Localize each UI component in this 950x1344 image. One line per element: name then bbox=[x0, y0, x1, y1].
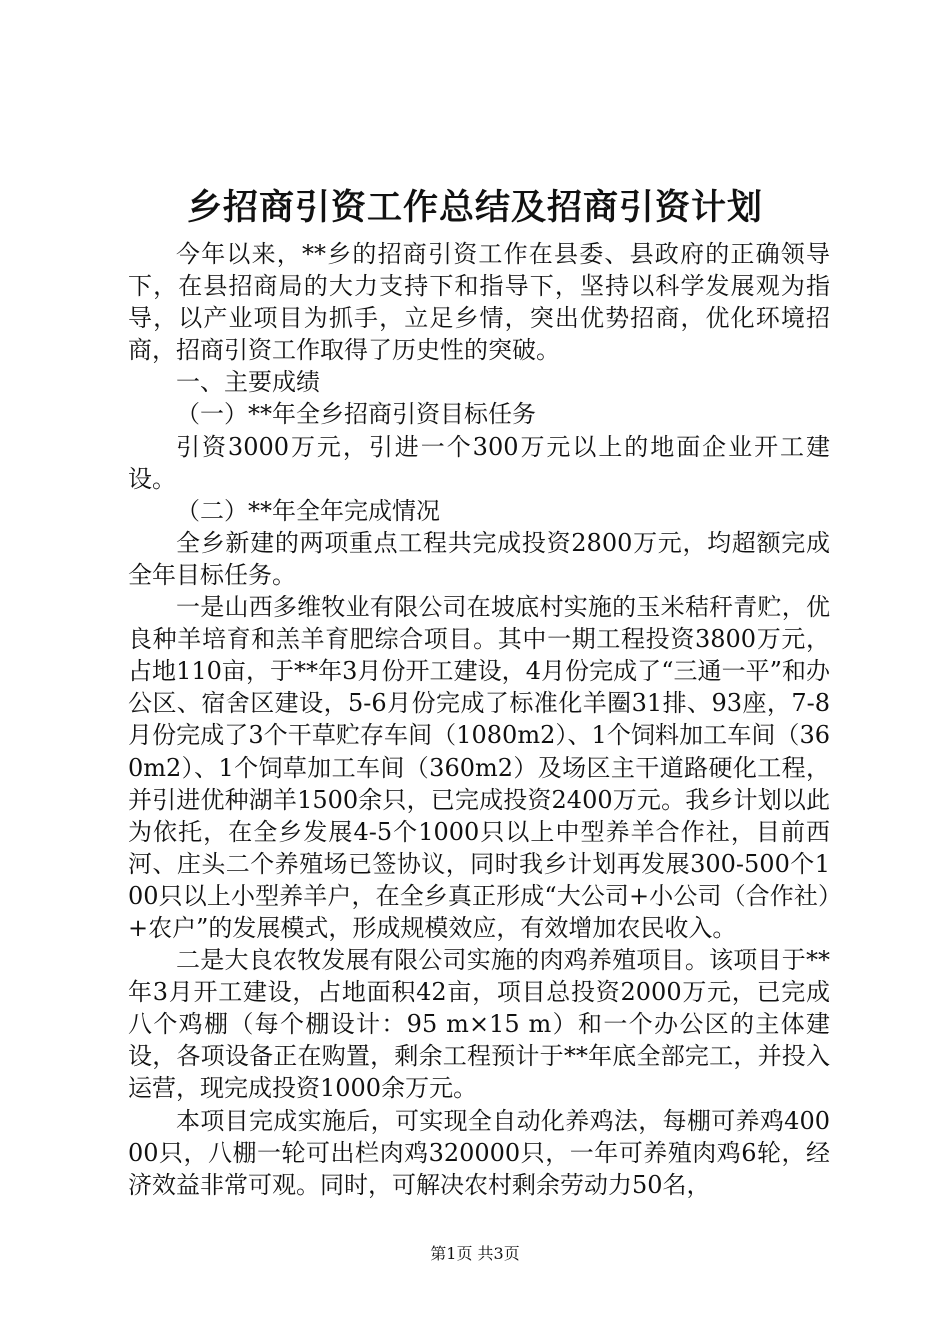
paragraph-project-benefits: 本项目完成实施后，可实现全自动化养鸡法，每棚可养鸡40000只，八棚一轮可出栏肉鸡320000只，一年可养殖肉鸡6轮，经济效益非常可观。同时，可解决农村剩余劳动力50名， bbox=[128, 1106, 830, 1199]
section-heading-main-achievements: 一、主要成绩 bbox=[176, 368, 320, 397]
paragraph-project-one: 一是山西多维牧业有限公司在坡底村实施的玉米秸秆青贮，优良种羊培育和羔羊育肥综合项目。其中一期工程投资3800万元，占地110亩，于**年3月份开工建设，4月份完成了“三通一平”和办公区、宿舍区建设，5-6月份完成了标准化羊圈31排、93座，7-8月份完成了3个干草贮存车间（1080m2）、1个饲料加工车间（360m2）、1个饲草加工车间（360m2）及场区主干道路硬化工程，并引进优种湖羊1500余只，已完成投资2400万元。我乡计划以此为依托，在全乡发展4-5个1000只以上中型养羊合作社，目前西河、庄头二个养殖场已签协议，同时我乡计划再发展300-500个100只以上小型养羊户，在全乡真正形成“大公司+小公司（合作社）+农户”的发展模式，形成规模效应，有效增加农民收入。 bbox=[128, 593, 830, 942]
paragraph-target-detail: 引资3000万元，引进一个300万元以上的地面企业开工建设。 bbox=[128, 432, 830, 493]
page-number-footer: 第1页 共3页 bbox=[430, 1244, 520, 1263]
document-body bbox=[128, 238, 830, 1201]
paragraph-intro: 今年以来，**乡的招商引资工作在县委、县政府的正确领导下，在县招商局的大力支持下和指导下，坚持以科学发展观为指导，以产业项目为抓手，立足乡情，突出优势招商，优化环境招商，招商引资工作取得了历史性的突破。 bbox=[128, 240, 830, 365]
paragraph-completion-summary: 全乡新建的两项重点工程共完成投资2800万元，均超额完成全年目标任务。 bbox=[128, 528, 830, 589]
sub-heading-target-tasks: （一）**年全乡招商引资目标任务 bbox=[176, 400, 536, 429]
sub-heading-completion-status: （二）**年全年完成情况 bbox=[176, 496, 440, 525]
paragraph-project-two: 二是大良农牧发展有限公司实施的肉鸡养殖项目。该项目于**年3月开工建设，占地面积42亩，项目总投资2000万元，已完成八个鸡棚（每个棚设计：95 m×15 m）和一个办公区的主体建设，各项设备正在购置，剩余工程预计于**年底全部完工，并投入运营，现完成投资1000余万元。 bbox=[128, 946, 830, 1103]
document-title: 乡招商引资工作总结及招商引资计划 bbox=[186, 187, 763, 228]
